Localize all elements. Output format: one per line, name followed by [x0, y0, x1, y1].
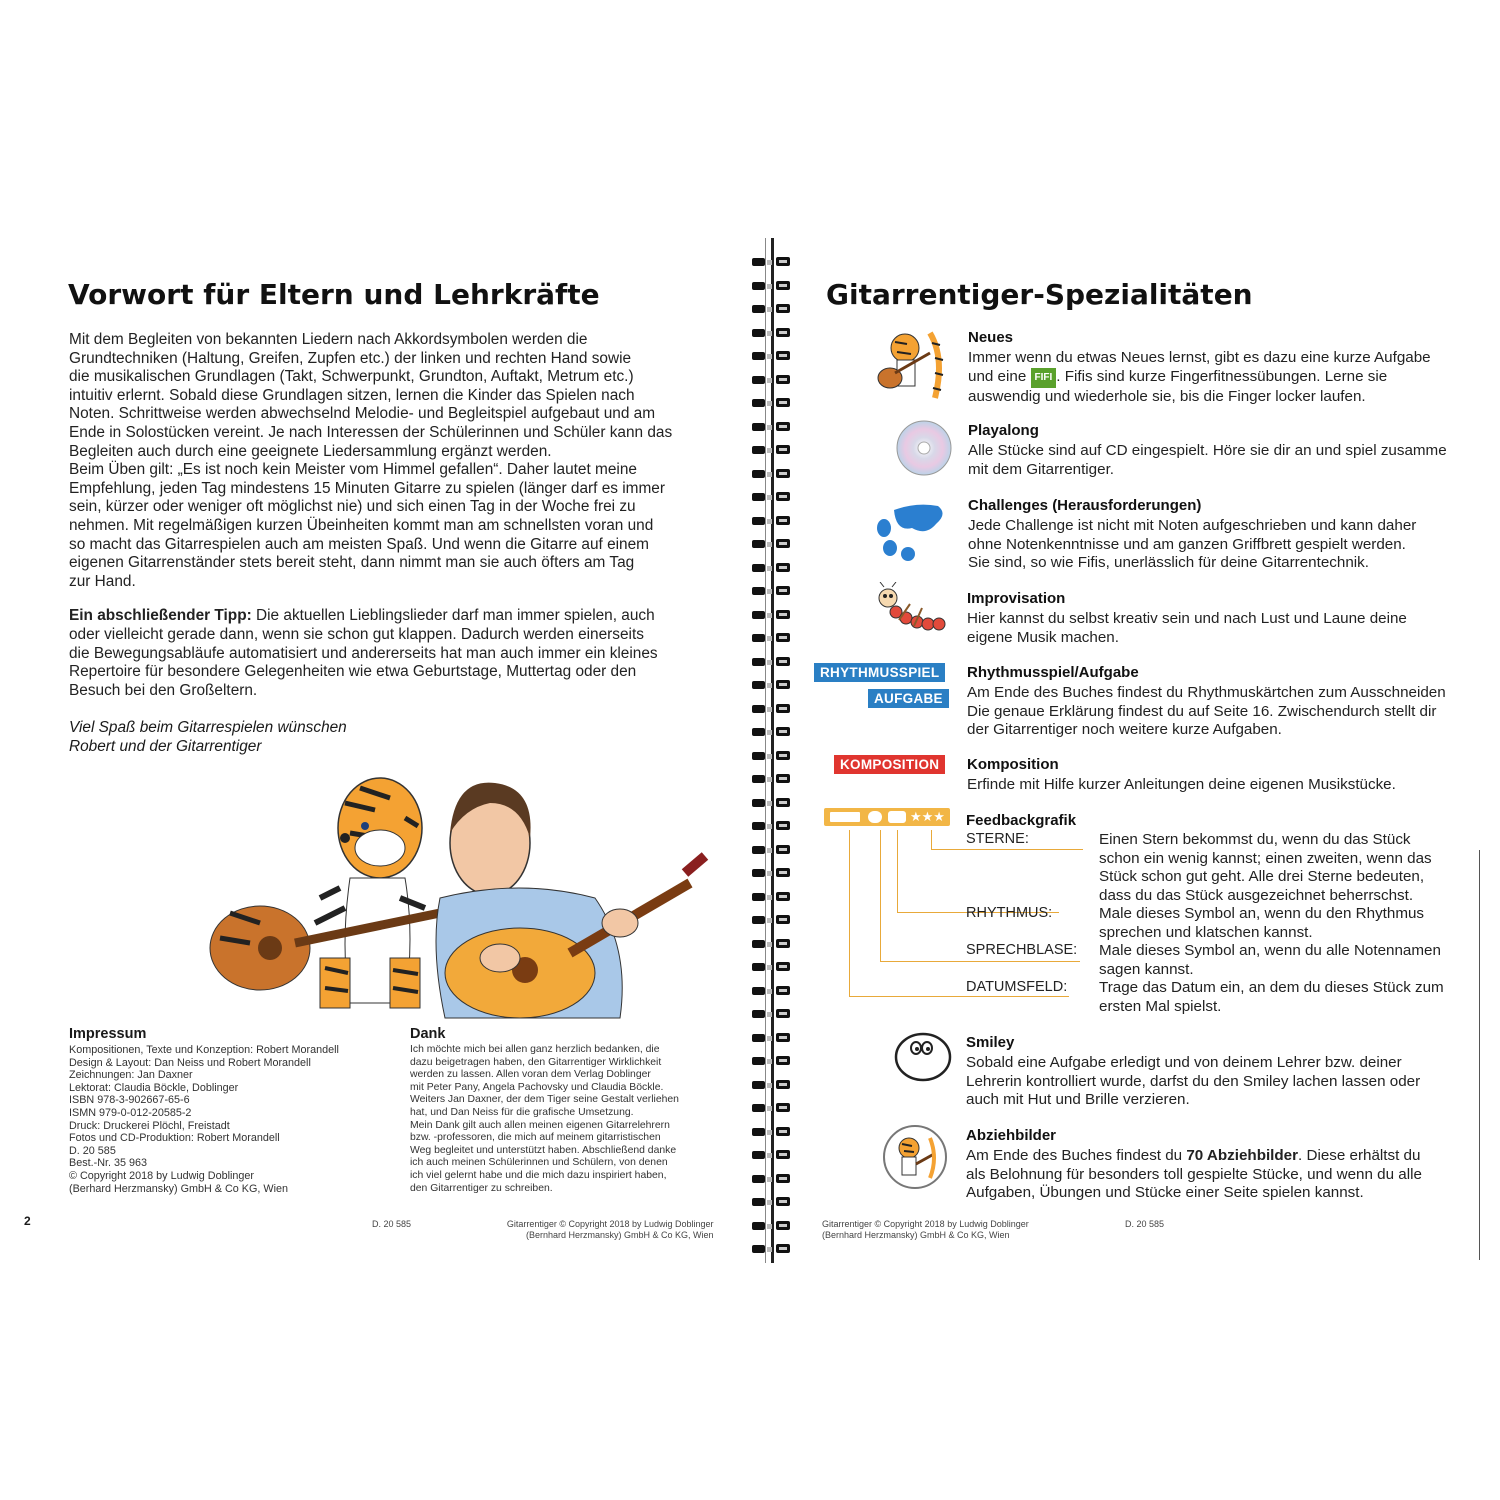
improvisation-line: eigene Musik machen. — [967, 628, 1119, 646]
spiral-ring — [752, 891, 792, 903]
spiral-ring — [752, 350, 792, 362]
dank-line: mit Peter Pany, Angela Pachovsky und Claudia Böckle. — [410, 1081, 664, 1093]
impressum-line: Zeichnungen: Jan Daxner — [69, 1069, 193, 1082]
page-number: 2 — [24, 1214, 31, 1228]
dank-line: den Gitarrentiger zu schreiben. — [410, 1182, 553, 1194]
rhythmus-label: RHYTHMUS: — [966, 905, 1053, 921]
tip-line: Besuch bei den Großeltern. — [69, 681, 258, 699]
smiley-line: Sobald eine Aufgabe erledigt und von deinem Lehrer bzw. deiner — [966, 1054, 1402, 1071]
spiral-ring — [752, 421, 792, 433]
spiral-ring — [752, 1173, 792, 1185]
impressum-line: Druck: Druckerei Plöchl, Freistadt — [69, 1119, 230, 1132]
abziehbilder-line: als Belohnung für besonders toll gespielte Stücke, und wenn du alle — [966, 1165, 1422, 1183]
datumsfeld-text — [1099, 979, 1444, 1016]
spiral-ring — [752, 303, 792, 315]
illustration-tiger-and-guitarist — [200, 748, 720, 1023]
challenges-line: ohne Notenkenntnisse und am ganzen Griffbrett gespielt werden. — [968, 535, 1406, 553]
rhythmus-text — [1099, 905, 1424, 942]
spiral-ring — [752, 609, 792, 621]
dank-title: Dank — [410, 1026, 446, 1042]
paw-print-icon — [876, 502, 948, 564]
foreword-line: intuitiv erlernt. Sobald diese Grundlagen sitzen, lernen die Kinder das Spielen nach — [69, 386, 635, 404]
abziehbilder-part: . Diese erhältst du — [1298, 1147, 1421, 1164]
spiral-ring — [752, 961, 792, 973]
sterne-line: Stück schon gut geht. Alle drei Sterne bedeuten, — [1099, 868, 1425, 885]
spiral-ring — [752, 327, 792, 339]
rhythmusspiel-text — [967, 684, 1446, 740]
sprechblase-line: sagen kannst. — [1099, 960, 1194, 978]
tip-first-line — [69, 607, 672, 626]
abziehbilder-title: Abziehbilder — [966, 1127, 1057, 1144]
smiley-text — [966, 1054, 1420, 1110]
dank-text — [410, 1044, 679, 1195]
rhythmusspiel-line: Die genaue Erklärung findest du auf Seite 16. Zwischendurch stellt dir — [967, 702, 1437, 720]
dank-line: werden zu lassen. Allen voran dem Verlag Doblinger — [410, 1069, 651, 1081]
foreword-line: Grundtechniken (Haltung, Greifen, Zupfen etc.) der linken und rechten Hand sowie — [69, 349, 632, 367]
rhythmusspiel-title: Rhythmusspiel/Aufgabe — [967, 664, 1139, 681]
tip-line: oder vielleicht gerade dann, wenn sie schon gut klappen. Dadurch werden einerseits — [69, 625, 644, 643]
spiral-ring — [752, 867, 792, 879]
rhythmusspiel-line: der Gitarrentiger noch weitere kurze Aufgaben. — [967, 721, 1282, 738]
dank-line: ich auch meinen Schülerinnen und Schülern, von denen — [410, 1157, 668, 1169]
spiral-ring — [752, 703, 792, 715]
impressum-line: Design & Layout: Dan Neiss und Robert Morandell — [69, 1056, 311, 1069]
komposition-line: Erfinde mit Hilfe kurzer Anleitungen deine eigenen Musikstücke. — [967, 776, 1396, 793]
datumsfeld-line: ersten Mal spielst. — [1099, 997, 1222, 1015]
spiral-ring — [752, 444, 792, 456]
dank-line: Weiters Jan Daxner, der dem Tiger seine Gestalt verliehen — [410, 1094, 679, 1106]
smiley-line: Lehrerin kontrolliert wurde, darfst du den Smiley lachen lassen oder — [966, 1072, 1421, 1090]
spiral-ring — [752, 280, 792, 292]
spiral-ring — [752, 374, 792, 386]
footer-code: D. 20 585 — [372, 1219, 412, 1229]
spiral-ring — [752, 985, 792, 997]
footer-copyright-line: Gitarrentiger © Copyright 2018 by Ludwig Doblinger — [822, 1219, 1029, 1229]
spiral-ring — [752, 844, 792, 856]
fifi-badge: FIFI — [1031, 368, 1057, 389]
foreword-line: zur Hand. — [69, 572, 136, 590]
footer-copyright-line: (Bernhard Herzmansky) GmbH & Co KG, Wien — [526, 1229, 714, 1240]
foreword-line: Begleiten auch durch eine geeignete Liedersammlung ergänzt werden. — [69, 442, 552, 460]
spiral-ring — [752, 515, 792, 527]
foreword-line: die musikalischen Grundlagen (Takt, Schwerpunkt, Grundton, Auftakt, Metrum etc.) — [69, 368, 634, 386]
spiral-ring — [752, 1008, 792, 1020]
foreword-line: Mit dem Begleiten von bekannten Liedern nach Akkordsymbolen werden die — [69, 331, 588, 348]
tip-lead: Ein abschließender Tipp: — [69, 607, 252, 625]
dank-line: ich viel gelernt habe und die mich dazu inspiriert haben, — [410, 1169, 667, 1181]
aufgabe-badge: AUFGABE — [868, 689, 949, 708]
datumsfeld-label: DATUMSFELD: — [966, 979, 1068, 995]
dank-line: dazu beigetragen haben, den Gitarrentiger Wirklichkeit — [410, 1056, 662, 1068]
spiral-ring — [752, 397, 792, 409]
feedback-title: Feedbackgrafik — [966, 812, 1077, 829]
neues-title: Neues — [968, 329, 1014, 346]
neues-text — [968, 349, 1431, 407]
sprechblase-text — [1099, 942, 1441, 979]
caterpillar-icon — [874, 582, 954, 634]
challenges-line: Jede Challenge ist nicht mit Noten aufgeschrieben und kann daher — [968, 517, 1417, 534]
komposition-title: Komposition — [967, 756, 1059, 773]
foreword-line: eigenen Gitarrenständer stets bereit steht, dann nimmt man sie auch öfters am Tag — [69, 554, 635, 572]
improvisation-text — [967, 610, 1407, 647]
playalong-title: Playalong — [968, 422, 1039, 439]
sterne-text — [1099, 831, 1432, 905]
sprechblase-line: Male dieses Symbol an, wenn du alle Notennamen — [1099, 942, 1441, 959]
spiral-ring — [752, 938, 792, 950]
spiral-ring — [752, 656, 792, 668]
impressum-line: (Berhard Herzmansky) GmbH & Co KG, Wien — [69, 1182, 288, 1195]
spiral-ring — [752, 820, 792, 832]
spiral-ring — [752, 1102, 792, 1114]
spiral-ring — [752, 468, 792, 480]
dank-line: bzw. -professoren, die mich auf meinem gitarristischen — [410, 1132, 661, 1144]
page-edge-line — [1479, 850, 1480, 1260]
smiley-line: auch mit Hut und Brille verzieren. — [966, 1091, 1190, 1108]
spiral-ring — [752, 914, 792, 926]
foreword-line: Beim Üben gilt: „Es ist noch kein Meister vom Himmel gefallen“. Daher lautet meine — [69, 461, 637, 479]
tip-line: die Bewegungsabläufe automatisiert und andererseits hat man auch immer ein kleines — [69, 644, 658, 662]
sterne-line: Einen Stern bekommst du, wenn du das Stück — [1099, 831, 1411, 848]
playalong-text — [968, 442, 1447, 479]
feedback-stars: ★★★ — [910, 809, 945, 824]
challenges-title: Challenges (Herausforderungen) — [968, 497, 1202, 514]
abziehbilder-bold: 70 Abziehbilder — [1186, 1147, 1299, 1164]
footer-copyright-line: (Bernhard Herzmansky) GmbH & Co KG, Wien — [822, 1229, 1010, 1240]
guitarist-figure — [436, 783, 705, 1018]
abziehbilder-part: Am Ende des Buches findest du — [966, 1147, 1187, 1164]
neues-line: auswendig und wiederhole sie, bis die Finger locker laufen. — [968, 388, 1366, 405]
spiral-ring — [752, 1079, 792, 1091]
impressum-line: ISBN 978-3-902667-65-6 — [69, 1094, 190, 1107]
sticker-tiger-icon — [882, 1124, 948, 1190]
foreword-line: sein, kürzer oder weniger oft möglichst nie) und sich einen Tag in der Woche frei zu — [69, 498, 636, 516]
spiral-ring — [752, 1032, 792, 1044]
neues-line: Immer wenn du etwas Neues lernst, gibt es dazu eine kurze Aufgabe — [968, 349, 1431, 366]
footer-copyright-right — [822, 1219, 1029, 1240]
foreword-line: so macht das Gitarrespielen auch am meisten Spaß. Und wenn die Gitarre auf einem — [69, 535, 649, 553]
impressum-line: ISMN 979-0-012-20585-2 — [69, 1106, 192, 1119]
spiral-ring — [752, 256, 792, 268]
playalong-line: Alle Stücke sind auf CD eingespielt. Höre sie dir an und spiel zusamme — [968, 442, 1447, 459]
improvisation-line: Hier kannst du selbst kreativ sein und nach Lust und Laune deine — [967, 610, 1407, 627]
dank-line: Weg begleitet und unterstützt haben. Abschließend danke — [410, 1144, 677, 1156]
feedback-bar-icon — [824, 808, 950, 826]
spiral-ring — [752, 632, 792, 644]
foreword-line: Noten. Schrittweise werden abwechselnd Melodie- und Begleitspiel aufgebaut und am — [69, 405, 656, 423]
spiral-ring — [752, 538, 792, 550]
tiger-figure — [210, 778, 440, 1008]
neues-line — [968, 368, 1431, 389]
sterne-line: dass du das Stück ausgezeichnet beherrschst. — [1099, 886, 1414, 904]
impressum-line: Fotos und CD-Produktion: Robert Morandell — [69, 1132, 280, 1145]
spiral-ring — [752, 1055, 792, 1067]
spiral-ring — [752, 1126, 792, 1138]
footer-code-right: D. 20 585 — [1125, 1219, 1165, 1229]
cd-icon — [896, 420, 952, 476]
spiral-ring — [752, 491, 792, 503]
playalong-line: mit dem Gitarrentiger. — [968, 460, 1115, 478]
right-page — [790, 230, 1500, 1270]
spiral-ring — [752, 797, 792, 809]
komposition-badge: KOMPOSITION — [834, 755, 945, 774]
dank-line: hat, und Dan Neiss für die grafische Umsetzung. — [410, 1106, 634, 1118]
rhythmusspiel-badge: RHYTHMUSSPIEL — [814, 663, 945, 682]
rhythmusspiel-line: Am Ende des Buches findest du Rhythmuskärtchen zum Ausschneiden — [967, 684, 1446, 701]
impressum-title: Impressum — [69, 1026, 147, 1042]
signature-line: Robert und der Gitarrentiger — [69, 737, 262, 755]
smiley-title: Smiley — [966, 1034, 1015, 1051]
impressum-line: Lektorat: Claudia Böckle, Doblinger — [69, 1081, 239, 1094]
tiger-guitar-icon — [875, 328, 955, 400]
impressum-text — [69, 1044, 339, 1195]
spiral-ring — [752, 1220, 792, 1232]
tip-line: Repertoire für besondere Gelegenheiten wie etwa Geburtstage, Muttertag oder den — [69, 663, 637, 681]
neues-line-part: und eine — [968, 367, 1031, 385]
datumsfeld-line: Trage das Datum ein, an dem du dieses Stück zum — [1099, 979, 1444, 996]
spiral-ring — [752, 1243, 792, 1255]
impressum-line: © Copyright 2018 by Ludwig Doblinger — [69, 1169, 255, 1182]
komposition-text — [967, 776, 1396, 795]
footer-copyright — [500, 1219, 714, 1240]
spiral-ring — [752, 585, 792, 597]
sterne-label: STERNE: — [966, 831, 1029, 847]
smiley-icon — [894, 1032, 952, 1082]
spiral-ring — [752, 1196, 792, 1208]
footer-copyright-line: Gitarrentiger © Copyright 2018 by Ludwig Doblinger — [506, 1219, 714, 1229]
left-page — [0, 230, 760, 1270]
sterne-line: schon ein wenig kannst; einen zweiten, wenn das — [1099, 849, 1432, 867]
tip-first: Die aktuellen Lieblingslieder darf man immer spielen, auch — [251, 607, 655, 625]
foreword-text — [69, 331, 672, 700]
impressum-line: D. 20 585 — [69, 1144, 116, 1157]
left-page-title: Vorwort für Eltern und Lehrkräfte — [68, 278, 600, 311]
dank-line: Mein Dank gilt auch allen meinen eigenen Gitarrelehrern — [410, 1119, 670, 1131]
foreword-line: Ende in Solostücken vereint. Je nach Interessen der Schülerinnen und Schüler kann das — [69, 423, 673, 441]
right-page-title: Gitarrentiger-Spezialitäten — [826, 278, 1253, 311]
impressum-line: Best.-Nr. 35 963 — [69, 1157, 148, 1170]
spiral-ring — [752, 1149, 792, 1161]
challenges-line: Sie sind, so wie Fifis, unerlässlich für deine Gitarrentechnik. — [968, 554, 1369, 571]
spiral-ring — [752, 726, 792, 738]
rhythmus-line: Male dieses Symbol an, wenn du den Rhythmus — [1099, 905, 1425, 922]
foreword-line: nehmen. Mit regelmäßigen kurzen Übeinheiten kommt man am schnellsten voran und — [69, 516, 654, 534]
abziehbilder-text — [966, 1147, 1422, 1203]
spiral-ring — [752, 562, 792, 574]
neues-line-part: . Fifis sind kurze Fingerfitnessübungen. Lerne sie — [1056, 367, 1388, 385]
dank-line: Ich möchte mich bei allen ganz herzlich bedanken, die — [410, 1044, 660, 1055]
signature-line: Viel Spaß beim Gitarrespielen wünschen — [69, 719, 347, 736]
spiral-ring — [752, 773, 792, 785]
abziehbilder-line — [966, 1147, 1422, 1166]
foreword-line: Empfehlung, jeden Tag mindestens 15 Minuten Gitarre zu spielen (länger darf es immer — [69, 479, 665, 497]
rhythmus-line: sprechen und klatschen kannst. — [1099, 923, 1313, 941]
challenges-text — [968, 517, 1416, 573]
spiral-ring — [752, 679, 792, 691]
spiral-ring — [752, 750, 792, 762]
abziehbilder-line: Aufgaben, Übungen und Stücke einer Seite spielen kannst. — [966, 1184, 1364, 1201]
improvisation-title: Improvisation — [967, 590, 1066, 607]
impressum-line: Kompositionen, Texte und Konzeption: Robert Morandell — [69, 1044, 339, 1056]
sprechblase-label: SPRECHBLASE: — [966, 942, 1078, 958]
